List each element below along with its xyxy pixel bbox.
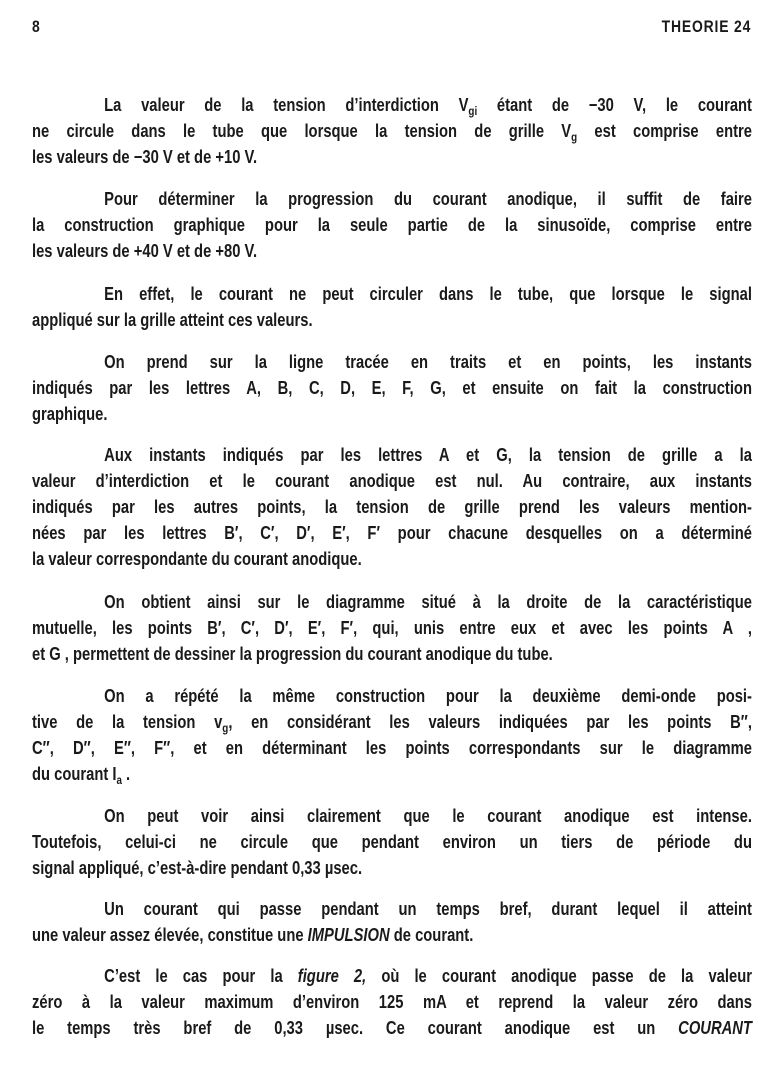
text-line: la valeur correspondante du courant anodique.: [32, 549, 362, 569]
text-line: Un courant qui passe pendant un temps bref, durant lequel il atteint: [104, 899, 752, 919]
text-line: On obtient ainsi sur le diagramme situé à la droite de la caractéristique: [104, 592, 752, 612]
text-line: et G , permettent de dessiner la progression du courant anodique du tube.: [32, 644, 553, 664]
paragraph-7: [32, 683, 752, 787]
emphasis: COURANT: [678, 1018, 752, 1038]
paragraph-6: [32, 589, 752, 667]
text-line: Aux instants indiqués par les lettres A et G, la tension de grille a la: [104, 445, 752, 465]
text-line: une valeur assez élevée, constitue une IMPULSION de courant.: [32, 925, 474, 945]
page-number: 8: [32, 17, 41, 36]
text-line: mutuelle, les points B′, C′, D′, E′, F′, qui, unis entre eux et avec les points A ,: [32, 618, 752, 638]
text-line: indiqués par les lettres A, B, C, D, E, F, G, et ensuite on fait la construction: [32, 378, 752, 398]
paragraph-3: [32, 281, 752, 333]
text-line: zéro à la valeur maximum d’environ 125 mA et reprend la valeur zéro dans: [32, 992, 752, 1012]
subscript: a: [116, 773, 122, 787]
text-line: du courant $I_a$ .: [32, 764, 131, 787]
text-line: Pour déterminer la progression du courant anodique, il suffit de faire: [104, 189, 752, 209]
text-line: tive de la tension $v_g$, en considérant les valeurs indiquées par les points B″,: [32, 712, 752, 735]
paragraph-4: [32, 349, 752, 427]
text-line: En effet, le courant ne peut circuler dans le tube, que lorsque le signal: [104, 284, 752, 304]
text-line: les valeurs de +40 V et de +80 V.: [32, 241, 258, 261]
text-line: la construction graphique pour la seule partie de la sinusoïde, comprise entre: [32, 215, 752, 235]
text-line: le temps très bref de 0,33 µsec. Ce courant anodique est un COURANT: [32, 1018, 752, 1038]
paragraph-5: [32, 442, 752, 572]
text-line: Toutefois, celui-ci ne circule que pendant environ un tiers de période du: [32, 832, 752, 852]
text-line: nées par les lettres B′, C′, D′, E′, F′ pour chacune desquelles on a déterminé: [32, 523, 752, 543]
text-line: On a répété la même construction pour la deuxième demi-onde posi-: [104, 686, 752, 706]
text-line: C’est le cas pour la figure 2, où le courant anodique passe de la valeur: [104, 966, 752, 986]
paragraph-8: [32, 803, 752, 881]
text-line: valeur d’interdiction et le courant anodique est nul. Au contraire, aux instants: [32, 471, 752, 491]
text-line: les valeurs de −30 V et de +10 V.: [32, 147, 258, 167]
text-line: La valeur de la tension d’interdiction $V_{gi}$ étant de −30 V, le courant: [104, 95, 752, 118]
text-line: indiqués par les autres points, la tension de grille prend les valeurs mention-: [32, 497, 752, 517]
subscript: gi: [468, 104, 478, 118]
subscript: g: [571, 130, 578, 144]
text-line: ne circule dans le tube que lorsque la tension de grille $V_g$ est comprise entre: [32, 121, 752, 144]
text-line: On peut voir ainsi clairement que le courant anodique est intense.: [104, 806, 752, 826]
text-line: appliqué sur la grille atteint ces valeurs.: [32, 310, 313, 330]
text-line: signal appliqué, c’est-à-dire pendant 0,33 µsec.: [32, 858, 363, 878]
running-title: THEORIE 24: [661, 17, 751, 36]
emphasis: IMPULSION: [307, 925, 390, 945]
paragraph-10: [32, 963, 752, 1041]
text-line: On prend sur la ligne tracée en traits et en points, les instants: [104, 352, 752, 372]
paragraph-2: [32, 186, 752, 264]
paragraph-1: [32, 92, 752, 170]
emphasis: figure 2,: [297, 966, 367, 986]
paragraph-9: [32, 896, 752, 948]
text-line: graphique.: [32, 404, 108, 424]
subscript: g: [222, 721, 229, 735]
text-line: C″, D″, E″, F″, et en déterminant les points correspondants sur le diagramme: [32, 738, 752, 758]
